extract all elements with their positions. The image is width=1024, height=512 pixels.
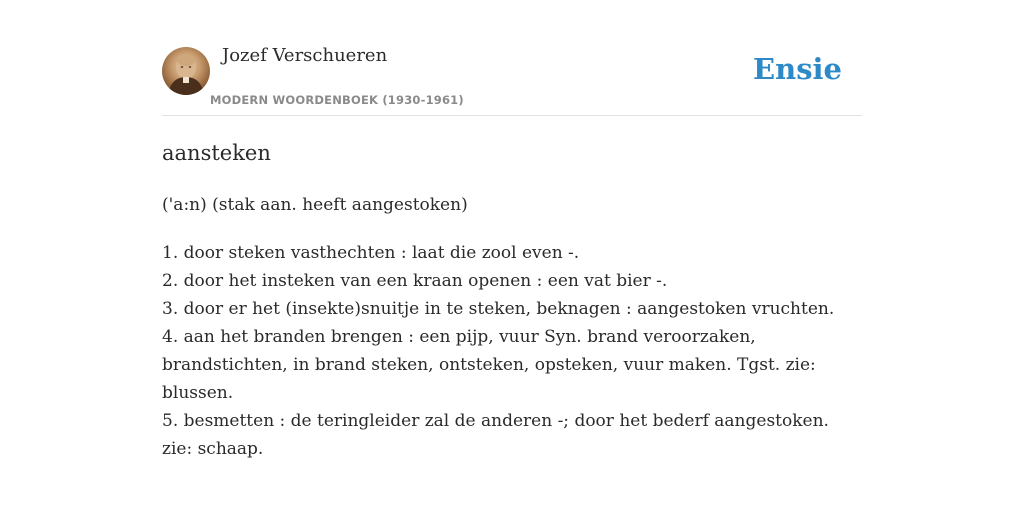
author-portrait-icon — [162, 47, 210, 95]
entry-card — [162, 0, 862, 512]
entry-header — [162, 0, 862, 116]
entry-term: aansteken — [162, 141, 271, 165]
entry-pronunciation: ('a:n) (stak aan. heeft aangestoken) — [162, 195, 468, 215]
source-dictionary[interactable]: MODERN WOORDENBOEK (1930-1961) — [210, 93, 464, 107]
definition-list — [162, 239, 862, 463]
author-name[interactable]: Jozef Verschueren — [222, 45, 388, 66]
brand-logo[interactable]: Ensie — [753, 52, 842, 86]
definition-item: 4. aan het branden brengen : een pijp, vuur Syn. brand veroorzaken, brandstichten, in brand steken, ontsteken, opsteken, vuur maken. Tgst. zie: blussen. — [162, 327, 816, 403]
definition-item: 2. door het insteken van een kraan openen : een vat bier -. — [162, 271, 668, 291]
definition-item: 3. door er het (insekte)snuitje in te steken, beknagen : aangestoken vruchten. — [162, 299, 835, 319]
definition-item: 1. door steken vasthechten : laat die zool even -. — [162, 243, 580, 263]
definition-item: 5. besmetten : de teringleider zal de anderen -; door het bederf aangestoken. zie: schaap. — [162, 411, 829, 459]
avatar[interactable] — [162, 47, 210, 95]
